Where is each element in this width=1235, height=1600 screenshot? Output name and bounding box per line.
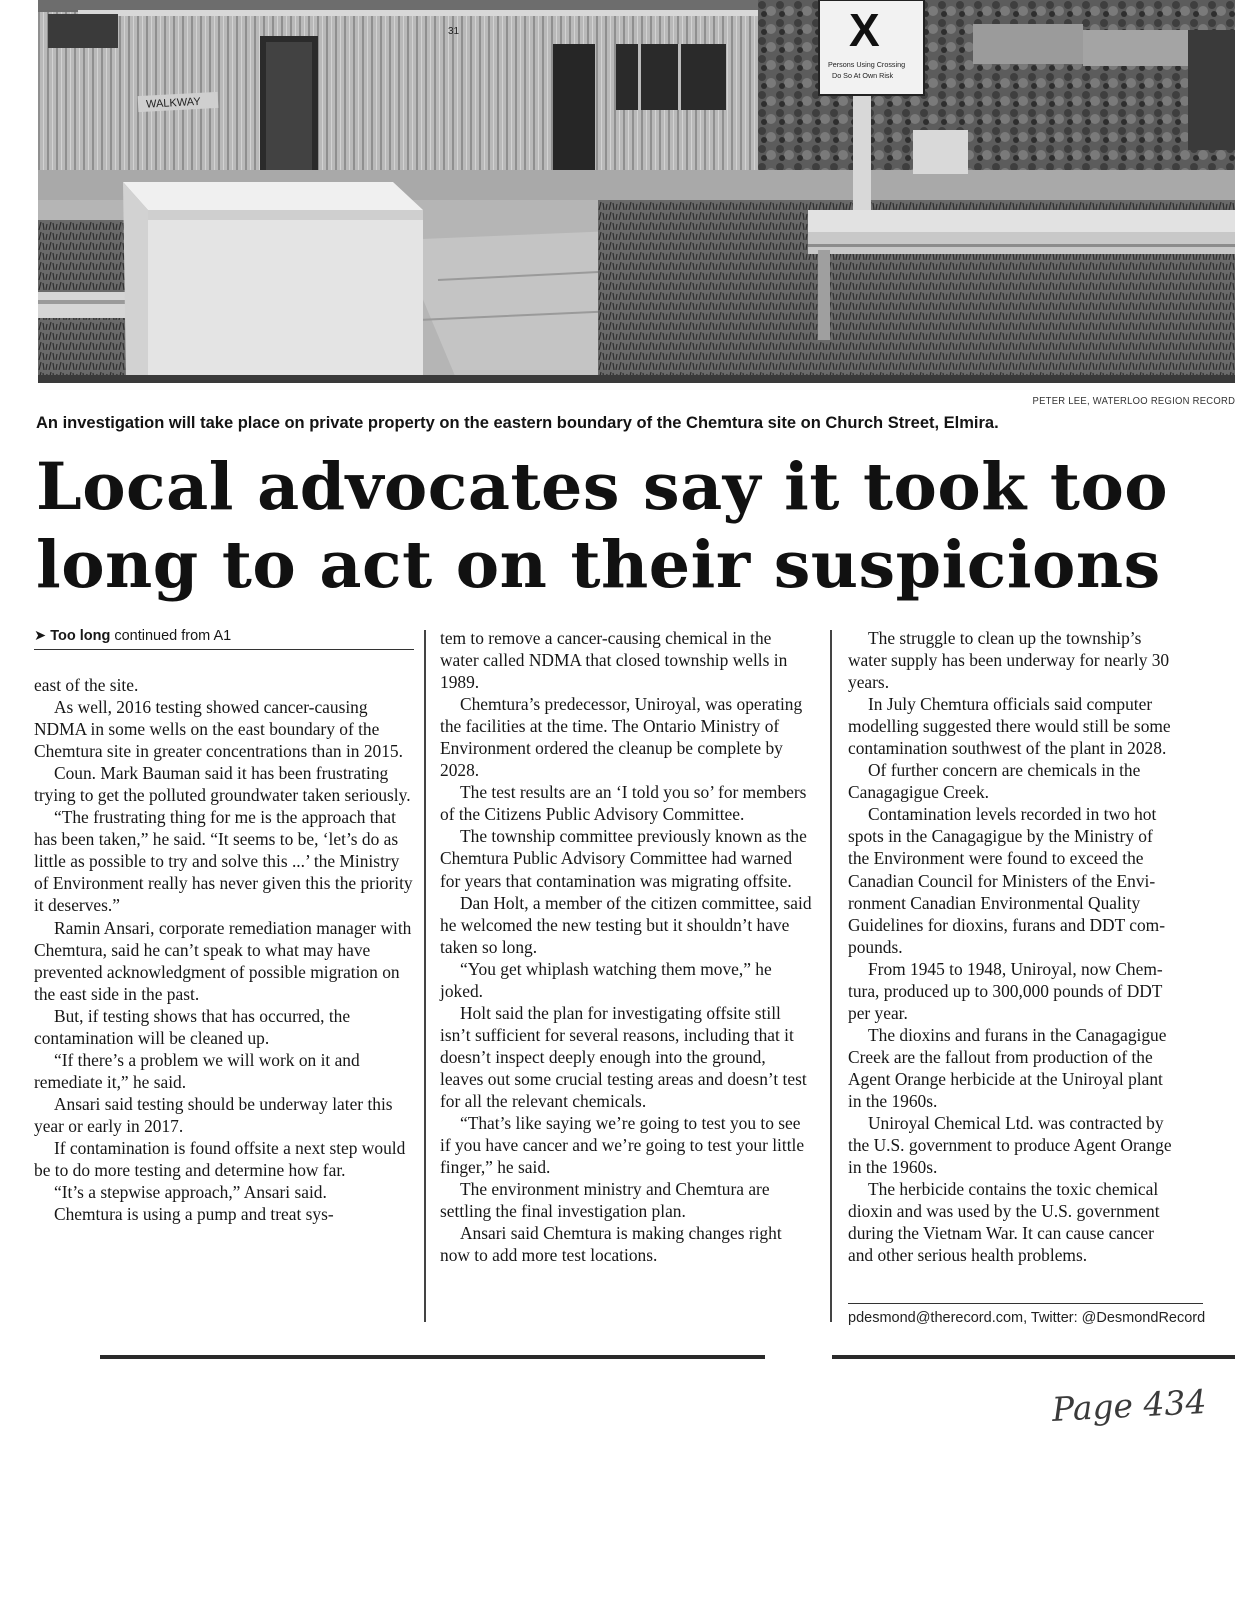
paragraph: Dan Holt, a member of the citizen committee, said he welcomed the new testing but it shouldn’t have taken so long. [440,892,812,957]
column-line: The dioxins and furans in the Canagagigue [868,1024,1167,1045]
article-column-2 [440,627,813,1266]
crossing-sign-line1: Persons Using Crossing [828,60,906,69]
photo-credit: PETER LEE, WATERLOO REGION RECORD [1032,395,1235,407]
paragraph: As well, 2016 testing showed cancer-causing NDMA in some wells on the east boundary of the Chemtura site in greater concentrations than in 2015. [34,697,403,762]
news-photo [38,0,1235,383]
byline-email: pdesmond@therecord.com, Twitter: @DesmondRecord [848,1303,1203,1326]
paragraph: “If there’s a problem we will work on it and remediate it,” he said. [34,1049,360,1092]
paragraph: If contamination is found offsite a next step would be to do more testing and determine how far. [34,1137,406,1181]
column-line: Canagagigue Creek. [848,782,990,803]
crossing-sign-symbol: X [849,4,880,56]
column-line: the U.S. government to produce Agent Orange [848,1135,1172,1156]
paragraph: Holt said the plan for investigating offsite still isn’t sufficient for several reasons, including that it doesn’t inspect deeply enough into the ground, leaves out some crucial testing areas and doesn’t test for all the relevant chemicals. [440,1002,807,1111]
column-line: Canadian Council for Ministers of the Envi- [848,870,1156,891]
column-line: modelling suggested there would still be some [848,716,1171,737]
column-line: Creek are the fallout from production of the [848,1046,1153,1067]
crossing-sign-line2: Do So At Own Risk [832,71,894,80]
paragraph: tem to remove a cancer-causing chemical in the water called NDMA that closed township wells in 1989. [440,628,788,693]
column-line: the Environment were found to exceed the [848,848,1144,869]
paragraph: The test results are an ‘I told you so’ for members of the Citizens Public Advisory Committee. [440,782,807,825]
article-column-3 [848,627,1235,1266]
paragraph: Chemtura is using a pump and treat sys- [54,1204,334,1225]
paragraph: Ansari said Chemtura is making changes right now to add more test locations. [440,1223,782,1266]
column-line: water supply has been underway for nearly 30 [848,650,1170,671]
column-line: Guidelines for dioxins, furans and DDT com- [848,914,1165,935]
column-line: Agent Orange herbicide at the Uniroyal plant [848,1068,1163,1089]
column-divider [830,630,832,1322]
column-line: Uniroyal Chemical Ltd. was contracted by [868,1113,1164,1134]
column-line: The herbicide contains the toxic chemical [868,1179,1159,1200]
paragraph: The township committee previously known as the Chemtura Public Advisory Committee had warned for years that contamination was migrating offsite. [440,826,807,891]
bottom-rule [100,1355,765,1359]
bottom-rule [832,1355,1235,1359]
column-line: In July Chemtura officials said computer [868,694,1153,715]
paragraph: east of the site. [34,675,139,695]
paragraph: Chemtura’s predecessor, Uniroyal, was operating the facilities at the time. The Ontario Ministry of Environment ordered the cleanup be complete by 2028. [440,694,803,781]
column-line: From 1945 to 1948, Uniroyal, now Chem- [868,958,1163,979]
photo-caption: An investigation will take place on private property on the eastern boundary of the Chemtura site on Church Street, Elmira. [36,414,999,432]
column-line: ronment Canadian Environmental Quality [848,892,1141,913]
paragraph: The environment ministry and Chemtura are settling the final investigation plan. [440,1179,770,1222]
building-number: 31 [448,26,460,37]
chemtura-site-photo [38,0,1235,383]
paragraph: Coun. Mark Bauman said it has been frustrating trying to get the polluted groundwater taken seriously. [34,763,411,806]
paragraph: Ansari said testing should be underway later this year or early in 2017. [34,1093,393,1136]
jump-arrow-icon: ➤ [34,628,47,644]
column-line: spots in the Canagagigue by the Ministry of [848,826,1153,847]
walkway-sign: WALKWAY [145,95,201,111]
column-line: in the 1960s. [848,1090,938,1111]
column-line: dioxin and was used by the U.S. government [848,1201,1160,1222]
column-line: pounds. [848,936,903,957]
handwritten-page-note: Page 434 [1051,1381,1208,1429]
column-line: per year. [848,1002,908,1023]
column-line: years. [848,672,890,693]
jump-text: continued from A1 [114,628,232,644]
article-column-1 [34,627,414,1225]
column-line: tura, produced up to 300,000 pounds of DDT [848,980,1163,1001]
column-line: in the 1960s. [848,1157,938,1178]
jump-tag: Too long [50,628,111,644]
headline: Local advocates say it took too long to act on their suspicions [36,449,1169,603]
column-line: and other serious health problems. [848,1245,1088,1266]
column-divider [424,630,426,1322]
paragraph: Ramin Ansari, corporate remediation manager with Chemtura, said he can’t speak to what may have prevented acknowledgment of possible migration on the east side in the past. [34,917,412,1004]
paragraph: “It’s a stepwise approach,” Ansari said. [54,1182,327,1203]
column-line: The struggle to clean up the township’s [868,628,1142,648]
column-line: Contamination levels recorded in two hot [868,804,1157,825]
paragraph: “The frustrating thing for me is the approach that has been taken,” he said. “It seems to be, ‘let’s do as little as possible to try and solve this ...’ the Ministry of Environment really has never given this the priority it deserves.” [34,807,413,916]
paragraph: “That’s like saying we’re going to test you to see if you have cancer and we’re going to test your little finger,” he said. [440,1113,805,1178]
column-line: during the Vietnam War. It can cause cancer [848,1223,1154,1244]
paragraph: “You get whiplash watching them move,” he joked. [440,958,772,1001]
paragraph: But, if testing shows that has occurred, the contamination will be cleaned up. [34,1005,351,1048]
jump-line [34,627,414,650]
column-line: contamination southwest of the plant in 2028. [848,738,1167,759]
column-line: Of further concern are chemicals in the [868,760,1141,781]
